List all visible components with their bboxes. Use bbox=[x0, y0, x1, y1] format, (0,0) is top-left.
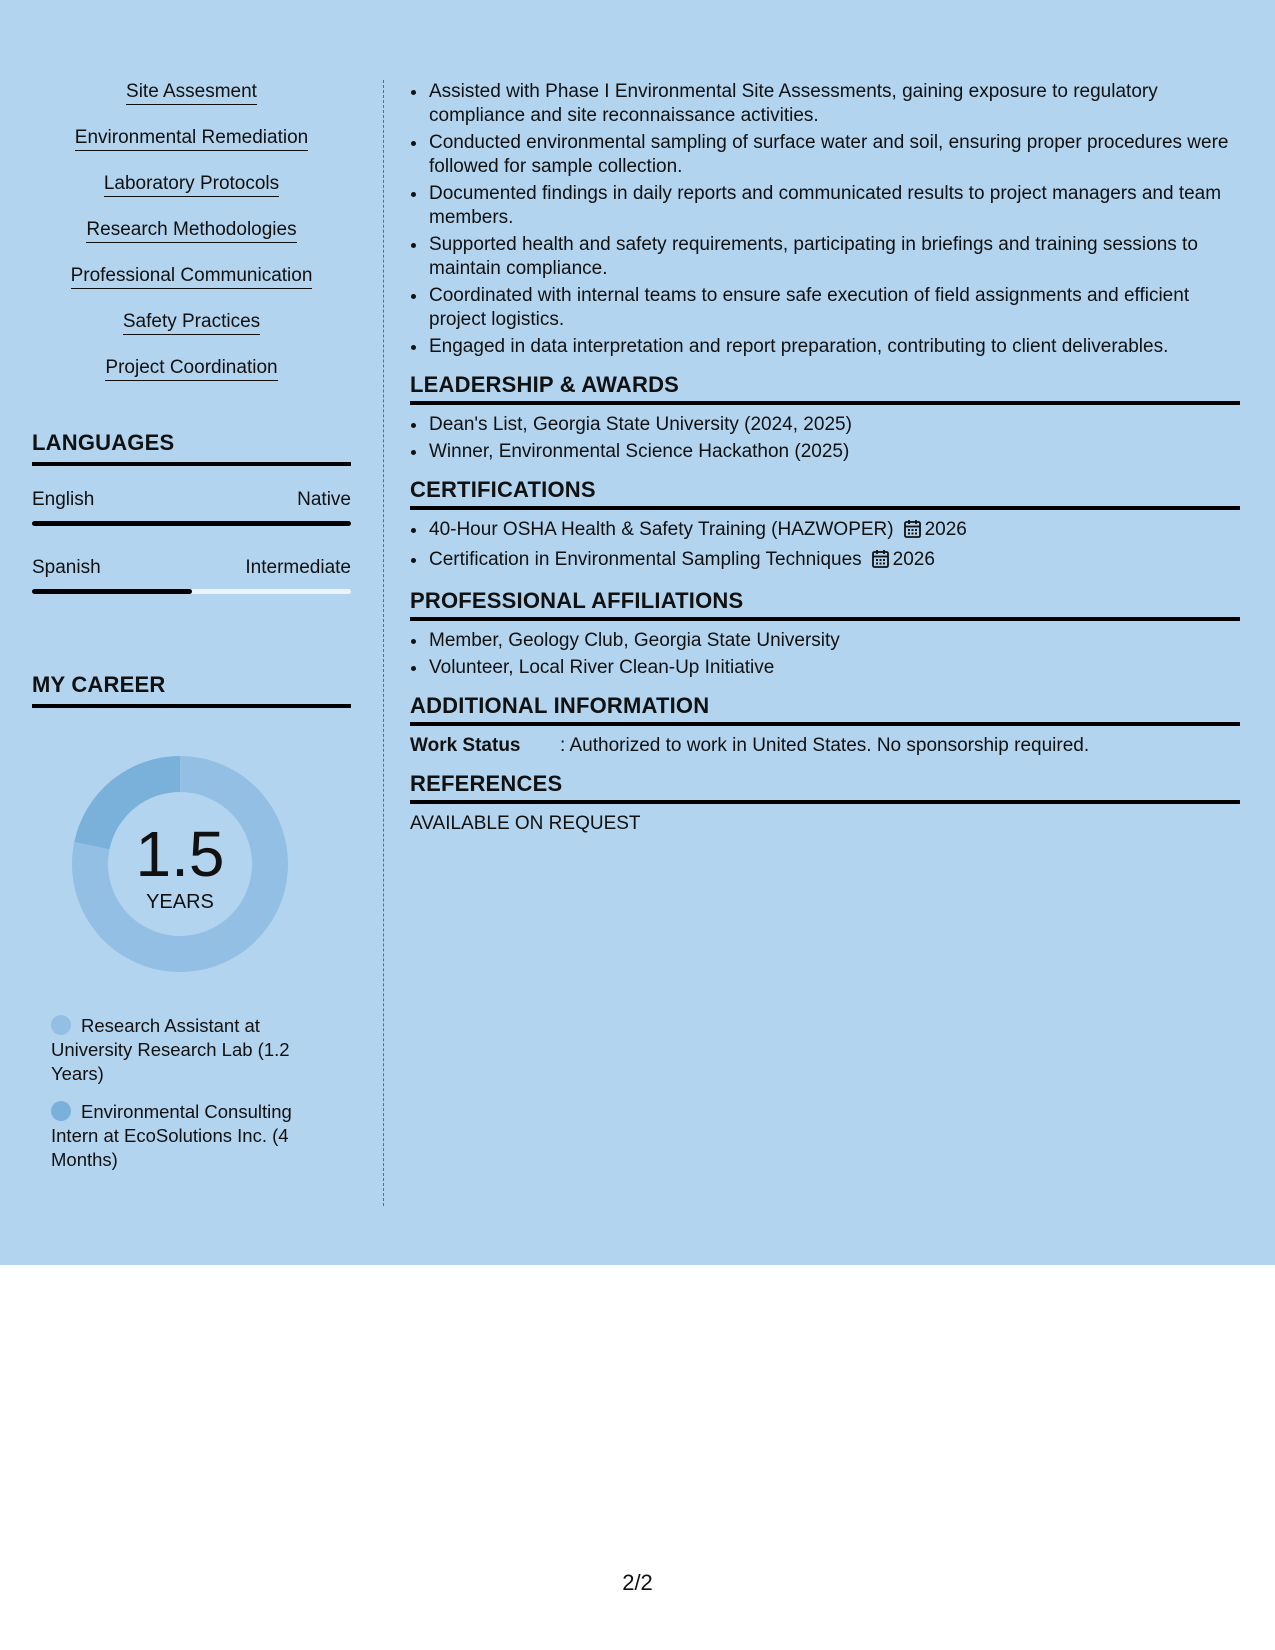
experience-bullet: • Coordinated with internal teams to ensure safe execution of field assignments and efficient project logistics. bbox=[428, 284, 1240, 332]
experience-bullet: • Engaged in data interpretation and report preparation, contributing to client deliverables. bbox=[428, 335, 1240, 359]
experience-bullet: • Conducted environmental sampling of surface water and soil, ensuring proper procedures were followed for sample collection. bbox=[428, 131, 1240, 179]
legend-dot-icon bbox=[51, 1015, 71, 1035]
skill-item: Safety Practices bbox=[123, 310, 260, 335]
language-item bbox=[32, 488, 351, 526]
language-proficiency-bar bbox=[32, 521, 351, 526]
experience-bullets bbox=[410, 80, 1240, 359]
career-legend-item bbox=[51, 1014, 302, 1086]
certification-year: 2026 bbox=[892, 549, 935, 570]
skills-list bbox=[32, 80, 351, 381]
calendar-icon bbox=[904, 519, 921, 545]
career-legend-label: Research Assistant at University Research Lab (1.2 Years) bbox=[51, 1015, 290, 1084]
language-proficiency-bar bbox=[32, 589, 351, 594]
affiliation-item: • Volunteer, Local River Clean-Up Initiative bbox=[428, 656, 1240, 680]
left-column bbox=[32, 80, 351, 1186]
language-level: Native bbox=[297, 489, 351, 510]
work-status-label: Work Status bbox=[410, 735, 521, 756]
skill-item: Professional Communication bbox=[71, 264, 313, 289]
skill-item: Project Coordination bbox=[105, 356, 277, 381]
career-total-unit: YEARS bbox=[146, 891, 214, 913]
leadership-item: • Winner, Environmental Science Hackathon (2025) bbox=[428, 440, 1240, 464]
skill-item: Research Methodologies bbox=[86, 218, 296, 243]
affiliations-list bbox=[410, 629, 1240, 680]
languages-heading: LANGUAGES bbox=[32, 430, 351, 466]
language-name: Spanish bbox=[32, 557, 101, 578]
career-legend-item bbox=[51, 1100, 302, 1172]
skill-item: Site Assesment bbox=[126, 80, 257, 105]
certification-year: 2026 bbox=[924, 519, 967, 540]
certification-name: 40-Hour OSHA Health & Safety Training (HAZWOPER) bbox=[429, 519, 894, 540]
calendar-icon bbox=[872, 549, 889, 575]
language-proficiency-fill bbox=[32, 521, 351, 526]
experience-bullet: • Assisted with Phase I Environmental Site Assessments, gaining exposure to regulatory compliance and site reconnaissance activities. bbox=[428, 80, 1240, 128]
experience-bullet: • Supported health and safety requirements, participating in briefings and training sessions to maintain compliance. bbox=[428, 233, 1240, 281]
language-item bbox=[32, 556, 351, 594]
skill-item: Laboratory Protocols bbox=[104, 172, 279, 197]
skill-item: Environmental Remediation bbox=[75, 126, 308, 151]
work-status-row bbox=[410, 734, 1240, 758]
certification-item bbox=[428, 548, 1240, 575]
page-number: 2/2 bbox=[622, 1570, 653, 1595]
leadership-heading: LEADERSHIP & AWARDS bbox=[410, 372, 1240, 405]
career-total-years: 1.5 bbox=[135, 818, 225, 890]
additional-info-heading: ADDITIONAL INFORMATION bbox=[410, 693, 1240, 726]
experience-bullet: • Documented findings in daily reports and communicated results to project managers and team members. bbox=[428, 182, 1240, 230]
affiliation-item: • Member, Geology Club, Georgia State University bbox=[428, 629, 1240, 653]
affiliations-heading: PROFESSIONAL AFFILIATIONS bbox=[410, 588, 1240, 621]
career-donut-chart bbox=[66, 750, 294, 978]
column-divider bbox=[383, 80, 384, 1206]
work-status-value: : Authorized to work in United States. No sponsorship required. bbox=[560, 735, 1090, 756]
career-legend bbox=[32, 1014, 302, 1172]
language-proficiency-fill bbox=[32, 589, 192, 594]
certifications-list bbox=[410, 518, 1240, 575]
career-heading: MY CAREER bbox=[32, 672, 351, 708]
leadership-item: • Dean's List, Georgia State University (2024, 2025) bbox=[428, 413, 1240, 437]
references-heading: REFERENCES bbox=[410, 771, 1240, 804]
certification-item bbox=[428, 518, 1240, 545]
leadership-list bbox=[410, 413, 1240, 464]
certification-name: Certification in Environmental Sampling Techniques bbox=[429, 549, 862, 570]
right-column bbox=[410, 80, 1240, 836]
language-name: English bbox=[32, 489, 95, 510]
certifications-heading: CERTIFICATIONS bbox=[410, 477, 1240, 510]
references-text: AVAILABLE ON REQUEST bbox=[410, 813, 641, 834]
language-level: Intermediate bbox=[245, 557, 351, 578]
legend-dot-icon bbox=[51, 1101, 71, 1121]
career-legend-label: Environmental Consulting Intern at EcoSolutions Inc. (4 Months) bbox=[51, 1101, 292, 1170]
